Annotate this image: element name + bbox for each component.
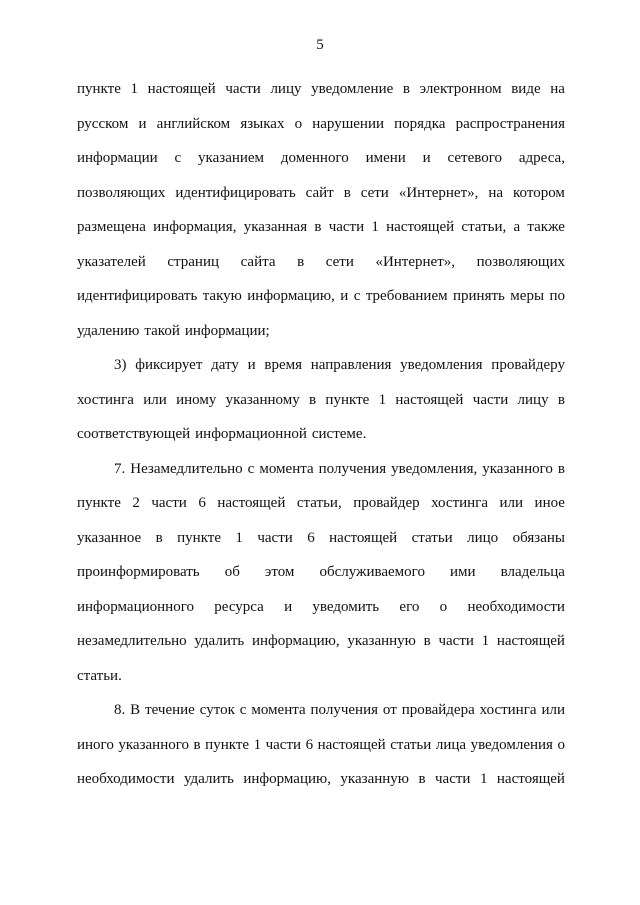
text-word: 1	[130, 81, 138, 97]
text-word: фиксирует	[135, 357, 203, 373]
text-word: такой	[144, 322, 180, 339]
text-word: уведомления	[470, 736, 553, 753]
text-word: и	[284, 598, 293, 615]
text-word: с	[174, 150, 182, 166]
text-word: указанного	[482, 460, 553, 477]
text-word: настоящей	[386, 219, 455, 235]
text-line	[77, 348, 565, 383]
text-word: указанному	[225, 391, 300, 408]
text-word: Незамедлительно	[130, 460, 243, 477]
text-word: владельца	[500, 564, 565, 580]
text-word: 1	[371, 219, 379, 235]
text-word: уведомления,	[391, 460, 478, 477]
text-word: в	[314, 219, 322, 235]
text-word: позволяющих	[77, 184, 166, 201]
text-line	[77, 210, 565, 245]
text-word: по	[549, 288, 565, 304]
text-word: настоящей	[217, 495, 286, 511]
text-word: провайдера	[401, 702, 475, 718]
text-word: уведомить	[312, 598, 380, 615]
text-word: «Интернет»,	[375, 253, 456, 270]
text-word: 1	[479, 771, 488, 787]
text-word: в	[402, 81, 411, 97]
text-word: обязаны	[512, 529, 565, 546]
text-word: системе.	[311, 426, 367, 442]
text-word: получения	[318, 460, 387, 477]
text-word: ими	[450, 564, 476, 580]
text-word: указателей	[77, 253, 146, 270]
text-word: 6	[307, 529, 315, 546]
text-word: с	[239, 702, 247, 718]
text-word: течение	[145, 702, 195, 718]
text-word: момента	[259, 460, 314, 477]
text-word: сайт	[305, 184, 334, 201]
text-word: информация,	[153, 219, 237, 235]
text-word: требованием	[365, 288, 448, 304]
text-word: 1	[378, 391, 387, 408]
text-word: его	[399, 598, 420, 615]
text-line	[77, 279, 565, 314]
text-word: провайдер	[353, 495, 420, 511]
text-word: удалить	[194, 633, 245, 649]
text-word: о	[294, 115, 303, 132]
text-word: размещена	[77, 219, 146, 235]
text-word: время	[264, 357, 303, 373]
text-word: страниц	[167, 253, 220, 270]
text-word: этом	[264, 564, 295, 580]
text-word: информацию,	[243, 771, 331, 787]
text-word: удалению	[77, 322, 140, 339]
text-word: или	[499, 495, 524, 511]
text-word: указанием	[198, 150, 265, 166]
text-word: 6	[305, 736, 314, 753]
text-word: 7.	[114, 460, 126, 477]
text-word: уведомления	[400, 357, 483, 373]
text-word: суток	[199, 702, 235, 718]
text-word: настоящей	[496, 771, 565, 787]
text-word: распространения	[455, 115, 565, 132]
text-word: котором	[513, 184, 565, 201]
text-word: пункте	[77, 81, 121, 97]
text-word: информацию,	[251, 633, 340, 649]
text-word: и	[340, 288, 349, 304]
text-word: части	[472, 391, 509, 408]
text-word: части	[151, 495, 187, 511]
text-word: имени	[365, 150, 406, 166]
text-word: 6	[198, 495, 206, 511]
text-line	[77, 590, 565, 625]
text-word: настоящей	[317, 736, 386, 753]
text-word: «Интернет»,	[398, 184, 479, 201]
text-word: 1	[235, 529, 243, 546]
text-word: в	[557, 460, 565, 477]
text-word: лицу	[517, 391, 549, 408]
text-word: лицу	[270, 81, 302, 97]
text-word: английском	[156, 115, 231, 132]
text-line	[77, 521, 565, 556]
text-word: в	[297, 253, 305, 270]
text-word: ресурса	[214, 598, 264, 615]
text-word: доменного	[280, 150, 349, 166]
text-word: статьи,	[296, 495, 342, 511]
text-line	[77, 72, 565, 107]
text-line	[77, 314, 565, 349]
text-line	[77, 176, 565, 211]
text-word: получения	[310, 702, 379, 718]
text-word: на	[550, 81, 565, 97]
text-word: сетевого	[447, 150, 503, 166]
text-word: обслуживаемого	[319, 564, 425, 580]
text-line	[77, 659, 565, 694]
text-word: в	[557, 391, 565, 408]
text-line	[77, 728, 565, 763]
text-word: статьи.	[77, 667, 122, 684]
text-word: принять	[453, 288, 505, 304]
text-word: хостинга	[77, 391, 134, 408]
text-word: в	[343, 184, 351, 201]
text-word: проинформировать	[77, 564, 200, 580]
text-word: провайдеру	[491, 357, 565, 373]
text-word: а	[513, 219, 521, 235]
text-word: в	[418, 771, 426, 787]
text-word: пункте	[205, 736, 250, 753]
text-word: момента	[251, 702, 306, 718]
text-word: части	[438, 633, 474, 649]
text-word: пункте	[325, 391, 370, 408]
text-word: части	[435, 771, 471, 787]
text-word: незамедлительно	[77, 633, 187, 649]
text-word: указанную	[347, 633, 416, 649]
text-line	[77, 417, 565, 452]
text-word: указанное	[77, 529, 142, 546]
text-word: с	[247, 460, 255, 477]
text-word: иного	[77, 736, 114, 753]
text-word: на	[488, 184, 504, 201]
text-word: статьи	[411, 529, 453, 546]
text-word: настоящей	[496, 633, 565, 649]
text-word: в	[423, 633, 431, 649]
text-word: настоящей	[329, 529, 398, 546]
text-word: иному	[176, 391, 217, 408]
text-word: настоящей	[147, 81, 216, 97]
text-word: информацию,	[247, 288, 335, 304]
text-word: о	[557, 736, 565, 753]
text-word: сети	[325, 253, 354, 270]
text-word: информационного	[77, 598, 194, 615]
text-word: в	[309, 391, 317, 408]
text-word: информации;	[184, 322, 270, 339]
text-word: 3)	[114, 357, 127, 373]
text-word: сайта	[240, 253, 276, 270]
text-line	[77, 383, 565, 418]
text-word: соответствующей	[77, 426, 191, 442]
text-word: дату	[211, 357, 239, 373]
text-word: пункте	[77, 495, 121, 511]
text-word: направления	[310, 357, 392, 373]
text-word: указанного	[118, 736, 190, 753]
text-line	[77, 245, 565, 280]
text-word: части	[257, 529, 293, 546]
text-word: пункте	[177, 529, 221, 546]
text-line	[77, 762, 565, 797]
text-word: идентифицировать	[175, 184, 296, 201]
text-word: такую	[202, 288, 242, 304]
text-word: указанная	[243, 219, 308, 235]
text-word: уведомление	[311, 81, 394, 97]
text-word: в	[155, 529, 163, 546]
text-word: части	[328, 219, 365, 235]
text-word: с	[353, 288, 361, 304]
text-word: и	[422, 150, 431, 166]
text-word: 1	[481, 633, 490, 649]
text-word: лицо	[467, 529, 499, 546]
text-word: виде	[511, 81, 541, 97]
text-word: идентифицировать	[77, 288, 198, 304]
text-line	[77, 107, 565, 142]
text-word: электронном	[419, 81, 502, 97]
text-word: меры	[510, 288, 545, 304]
text-word: и	[138, 115, 147, 132]
text-word: или	[143, 391, 167, 408]
text-word: также	[527, 219, 565, 235]
text-word: необходимости	[467, 598, 565, 615]
text-word: адреса,	[518, 150, 565, 166]
text-line	[77, 555, 565, 590]
text-word: порядка	[394, 115, 446, 132]
text-word: 8.	[114, 702, 126, 718]
text-word: нарушении	[312, 115, 385, 132]
text-word: позволяющих	[476, 253, 565, 270]
text-word: указанную	[340, 771, 409, 787]
text-word: В	[130, 702, 141, 718]
text-word: об	[224, 564, 240, 580]
text-line	[77, 452, 565, 487]
text-word: статьи,	[461, 219, 507, 235]
text-word: информационной	[195, 426, 307, 442]
text-line	[77, 486, 565, 521]
text-word: или	[541, 702, 565, 718]
text-word: необходимости	[77, 771, 175, 787]
text-word: 2	[132, 495, 140, 511]
text-word: хостинга	[431, 495, 488, 511]
text-word: настоящей	[395, 391, 464, 408]
text-word: от	[382, 702, 397, 718]
text-word: 1	[253, 736, 262, 753]
text-line	[77, 141, 565, 176]
text-word: иное	[534, 495, 565, 511]
text-word: хостинга	[479, 702, 537, 718]
text-word: и	[247, 357, 256, 373]
text-word: удалить	[183, 771, 234, 787]
text-word: статьи	[390, 736, 432, 753]
text-line	[77, 693, 565, 728]
text-word: русском	[77, 115, 129, 132]
text-line	[77, 624, 565, 659]
text-word: в	[193, 736, 201, 753]
text-word: части	[225, 81, 261, 97]
text-word: сети	[360, 184, 389, 201]
text-word: лица	[435, 736, 467, 753]
document-body	[77, 72, 565, 797]
text-word: части	[265, 736, 302, 753]
page-number: 5	[316, 37, 324, 53]
text-word: языках	[240, 115, 285, 132]
text-word: о	[439, 598, 448, 615]
text-word: информации	[77, 150, 158, 166]
